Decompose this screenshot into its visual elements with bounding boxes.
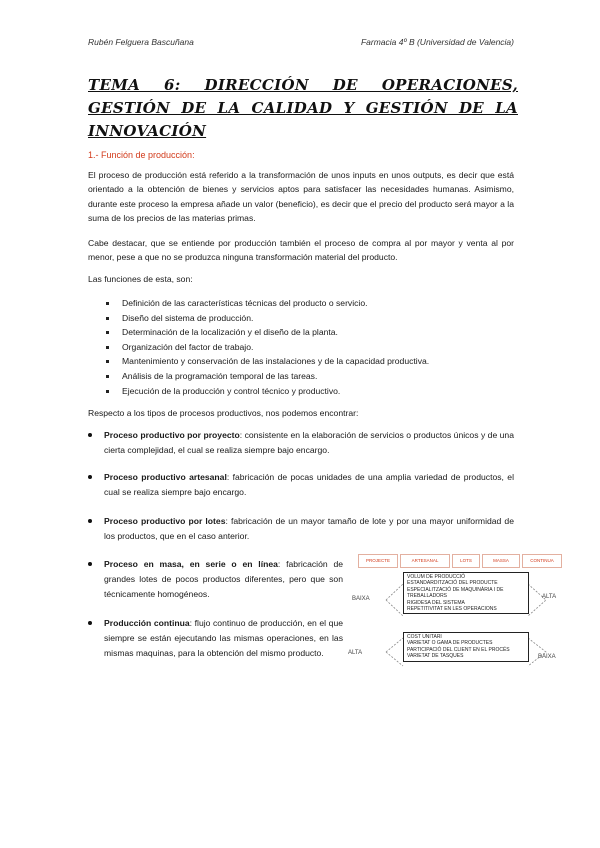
- paragraph-1: El proceso de producción está referido a la transformación de unos inputs en unos outputs, es decir que está orientado a la obtención de bienes y servicios aptos para satisfacer las necesidades humanas. Asimismo, durante este proceso la empresa añade un valor (beneficio), es decir que el precio del producto será mayor a la suma de los precios de las materias primas.: [88, 170, 514, 224]
- paragraph-2: Cabe destacar, que se entiende por producción también el proceso de compra al por mayor y venta al por menor, pese a que no se produzca ninguna transformación material del producto.: [88, 238, 514, 263]
- diagram-box-bottom: COST UNITARI VARIETAT O GAMA DE PRODUCTES PARTICIPACIÓ DEL CLIENT EN EL PROCÉS VARIETAT DE TASQUES: [403, 632, 529, 662]
- process-type-item: [88, 616, 343, 661]
- label-alta-bottom: ALTA: [348, 650, 363, 656]
- production-diagram: [346, 554, 560, 672]
- process-term: Proceso productivo por lotes: [104, 516, 226, 526]
- process-desc: : flujo continuo de producción, en el que siempre se están ejecutando las mismas operaciones, en las mismas maquinas, para la obtención del mismo producto.: [104, 618, 343, 658]
- process-desc: : consistente en la elaboración de servicios o productos únicos y de una cierta complejidad, el cual se realiza siempre bajo encargo.: [104, 430, 514, 455]
- functions-list: [104, 296, 429, 398]
- diagram-box-top: VOLUM DE PRODUCCIÓ ESTANDARDITZACIÓ DEL PRODUCTE ESPECIALITZACIÓ DE MAQUINÀRIA I DE TREBALLADORS RIGIDESA DEL SISTEMA REPETITIVITAT EN LES OPERACIONS: [403, 572, 529, 614]
- process-term: Proceso en masa, en serie o en línea: [104, 559, 278, 569]
- process-desc: : fabricación de un mayor tamaño de lote y por una mayor uniformidad de los productos, que en el caso anterior.: [104, 516, 514, 541]
- header-author: Rubén Felguera Bascuñana: [88, 37, 194, 47]
- bullet-dot: [88, 562, 92, 566]
- chip-projecte: PROJECTE: [358, 554, 398, 568]
- list-item: Ejecución de la producción y control técnico y productivo.: [104, 384, 429, 399]
- process-term: Producción continua: [104, 618, 190, 628]
- bullet-dot: [88, 475, 92, 479]
- bullet-dot: [88, 433, 92, 437]
- chip-massa: MASSA: [482, 554, 520, 568]
- process-type-item: [88, 428, 514, 458]
- list-item: Determinación de la localización y el diseño de la planta.: [104, 325, 429, 340]
- document-title: TEMA 6: DIRECCIÓN DE OPERACIONES, GESTIÓN DE LA CALIDAD Y GESTIÓN DE LA INNOVACIÓN: [88, 76, 518, 140]
- process-term: Proceso productivo por proyecto: [104, 430, 240, 440]
- process-type-item: [88, 514, 514, 544]
- process-type-item: [88, 470, 514, 500]
- label-baixa-bottom: BAIXA: [538, 654, 556, 660]
- list-item: Análisis de la programación temporal de las tareas.: [104, 369, 429, 384]
- chip-continua: CONTINUA: [522, 554, 562, 568]
- label-alta-top: ALTA: [542, 594, 557, 600]
- bullet-dot: [88, 621, 92, 625]
- section-heading: 1.- Función de producción:: [88, 150, 195, 160]
- header-course: Farmacia 4º B (Universidad de Valencia): [360, 37, 514, 47]
- process-type-item: [88, 557, 343, 602]
- list-item: Definición de las características técnicas del producto o servicio.: [104, 296, 429, 311]
- list-item: Organización del factor de trabajo.: [104, 340, 429, 355]
- bullet-dot: [88, 519, 92, 523]
- process-desc: : fabricación de pocas unidades de una amplia variedad de productos, el cual se realiza siempre bajo encargo.: [104, 472, 514, 497]
- list-item: Mantenimiento y conservación de las instalaciones y de la capacidad productiva.: [104, 354, 429, 369]
- process-desc: : fabricación de grandes lotes de pocos productos diferentes, pero que son técnicamente homogéneos.: [104, 559, 344, 599]
- chip-artesanal: ARTESANAL: [400, 554, 450, 568]
- process-term: Proceso productivo artesanal: [104, 472, 227, 482]
- chip-lots: LOTS: [452, 554, 480, 568]
- paragraph-3: Las funciones de esta, son:: [88, 274, 193, 284]
- label-baixa-top: BAIXA: [352, 596, 370, 602]
- paragraph-4: Respecto a los tipos de procesos productivos, nos podemos encontrar:: [88, 408, 359, 418]
- list-item: Diseño del sistema de producción.: [104, 311, 429, 326]
